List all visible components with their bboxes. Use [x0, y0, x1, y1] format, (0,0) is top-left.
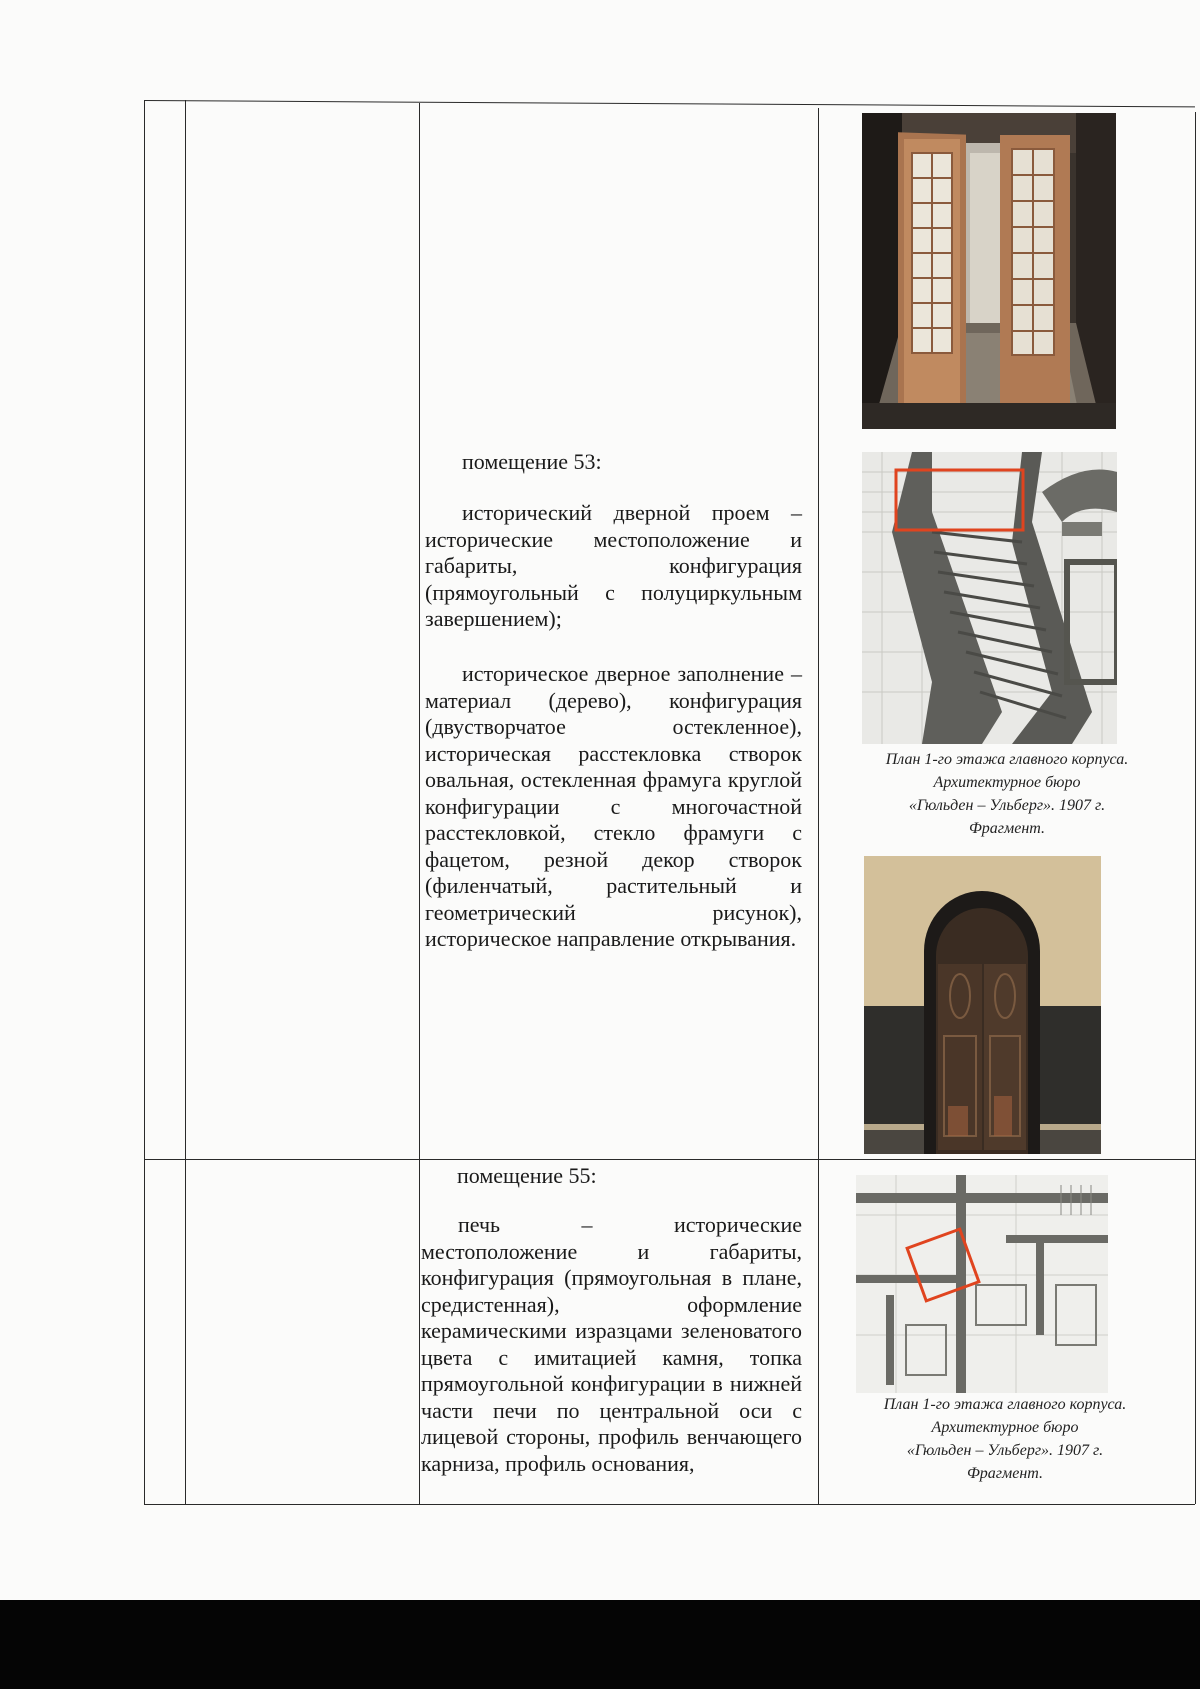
- scan-bottom-border: [0, 1600, 1200, 1689]
- plan-fragment-stairs: [862, 452, 1117, 744]
- room-55-stove-text: [421, 1212, 802, 1477]
- room-53-door-fill-text: [425, 661, 802, 953]
- plan-caption-2: [824, 1393, 1186, 1485]
- caption-2-line1: План 1-го этажа главного корпуса.: [883, 1396, 1127, 1413]
- double-door-illustration: [862, 113, 1116, 429]
- photo-double-door: [862, 113, 1116, 429]
- room-53-doorway-text: [425, 500, 802, 633]
- room-53-doorway-paragraph: исторический дверной проем – исторические местоположение и габариты, конфигурация (прямоугольный с полуциркульным завершением);: [425, 500, 802, 631]
- table-row-divider: [144, 1159, 1195, 1160]
- plan-fragment-stove: [856, 1175, 1108, 1393]
- caption-1-line2: Архитектурное бюро: [933, 774, 1081, 791]
- floor-plan-stairs-illustration: [862, 452, 1117, 744]
- caption-2-line4: Фрагмент.: [966, 1465, 1044, 1482]
- caption-2-line2: Архитектурное бюро: [931, 1419, 1079, 1436]
- table-border-bottom: [144, 1504, 1195, 1505]
- table-border-right: [1195, 112, 1196, 1504]
- room-55-stove-paragraph: печь – исторические местоположение и габариты, конфигурация (прямоугольная в плане, средистенная), оформление керамическими изразцами зеленоватого цвета с имитацией камня, топка прямоугольной конфигурации в нижней части печи по центральной оси с лицевой стороны, профиль венчающего карниза, профиль основания,: [421, 1212, 802, 1476]
- table-divider-col2: [419, 103, 420, 1504]
- photo-arched-door: [864, 856, 1101, 1154]
- table-divider-col3: [818, 108, 819, 1504]
- caption-2-line3: «Гюльден – Ульберг». 1907 г.: [906, 1442, 1104, 1459]
- caption-1-line1: План 1-го этажа главного корпуса.: [885, 751, 1129, 768]
- floor-plan-stove-illustration: [856, 1175, 1108, 1393]
- table-divider-col1: [185, 100, 186, 1504]
- arched-door-illustration: [864, 856, 1101, 1154]
- table-border-left: [144, 100, 145, 1504]
- caption-1-line4: Фрагмент.: [968, 820, 1046, 837]
- room-55-title: помещение 55:: [457, 1163, 597, 1188]
- plan-caption-1: [826, 748, 1188, 840]
- room-53-door-fill-paragraph: историческое дверное заполнение – материал (дерево), конфигурация (двустворчатое остекленное), историческая расстекловка створок овальная, остекленная фрамуга круглой конфигурации с многочастной расстекловкой, стекло фрамуги с фацетом, резной декор створок (филенчатый, растительный и геометрический рисунок), историческое направление открывания.: [425, 661, 802, 951]
- caption-1-line3: «Гюльден – Ульберг». 1907 г.: [908, 797, 1106, 814]
- table-border-top: [144, 100, 1195, 107]
- room-53-title: помещение 53:: [462, 449, 602, 474]
